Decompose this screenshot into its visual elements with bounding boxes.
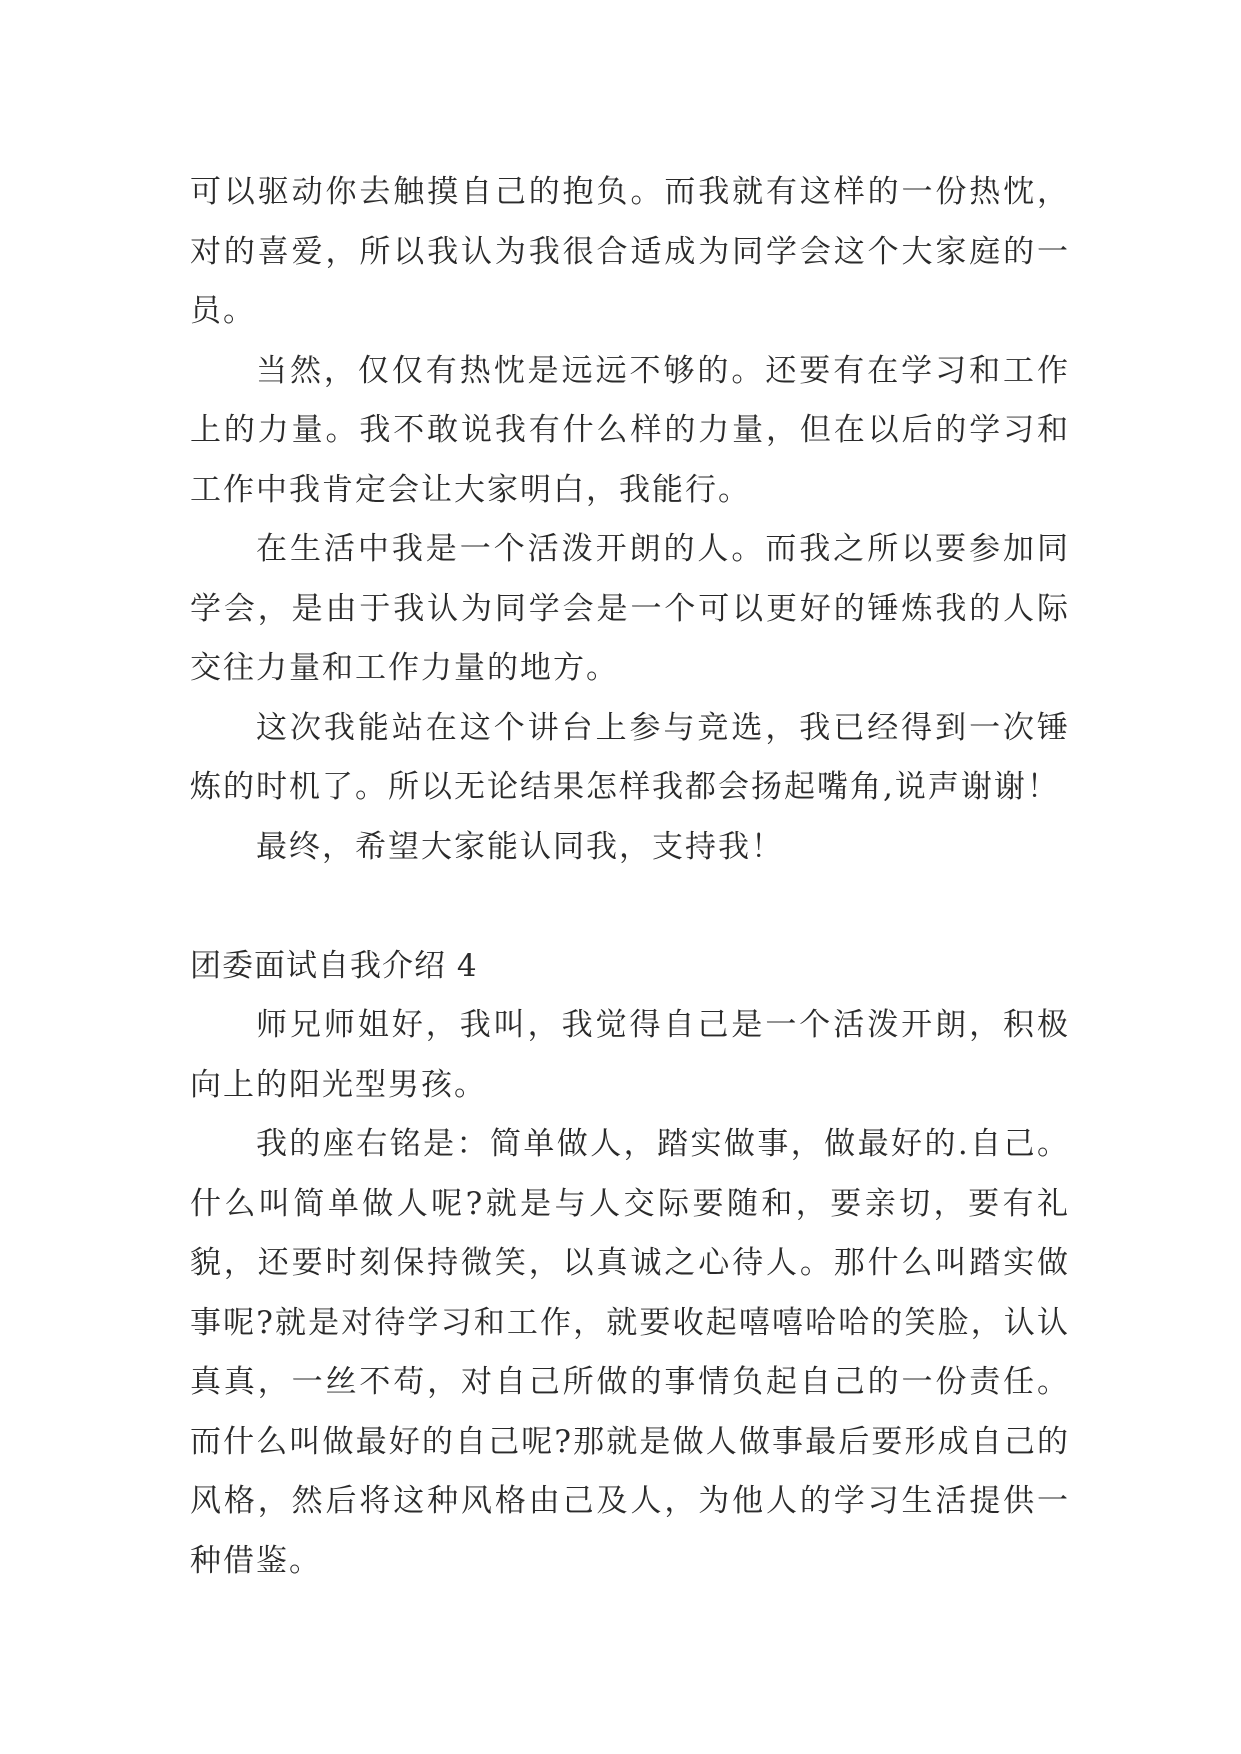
document-body bbox=[190, 163, 1070, 1591]
paragraph: 师兄师姐好，我叫，我觉得自己是一个活泼开朗，积极向上的阳光型男孩。 bbox=[190, 1007, 1070, 1103]
section-heading: 团委面试自我介绍 4 bbox=[190, 947, 478, 984]
paragraph: 我的座右铭是：简单做人，踏实做事，做最好的.自己。什么叫简单做人呢?就是与人交际要随和，要亲切，要有礼貌，还要时刻保持微笑，以真诚之心待人。那什么叫踏实做事呢?就是对待学习和工作，就要收起嘻嘻哈哈的笑脸，认认真真，一丝不苟，对自己所做的事情负起自己的一份责任。而什么叫做最好的自己呢?那就是做人做事最后要形成自己的风格，然后将这种风格由己及人，为他人的学习生活提供一种借鉴。 bbox=[190, 1126, 1070, 1579]
paragraph: 在生活中我是一个活泼开朗的人。而我之所以要参加同学会，是由于我认为同学会是一个可以更好的锤炼我的人际交往力量和工作力量的地方。 bbox=[190, 531, 1070, 686]
paragraph-continued: 可以驱动你去触摸自己的抱负。而我就有这样的一份热忱，对的喜爱，所以我认为我很合适成为同学会这个大家庭的一员。 bbox=[190, 174, 1070, 329]
paragraph: 这次我能站在这个讲台上参与竞选，我已经得到一次锤炼的时机了。所以无论结果怎样我都会扬起嘴角,说声谢谢！ bbox=[190, 709, 1070, 805]
paragraph: 最终，希望大家能认同我，支持我！ bbox=[256, 828, 784, 865]
section-spacer bbox=[190, 877, 1070, 937]
paragraph: 当然，仅仅有热忱是远远不够的。还要有在学习和工作上的力量。我不敢说我有什么样的力量，但在以后的学习和工作中我肯定会让大家明白，我能行。 bbox=[190, 352, 1070, 508]
